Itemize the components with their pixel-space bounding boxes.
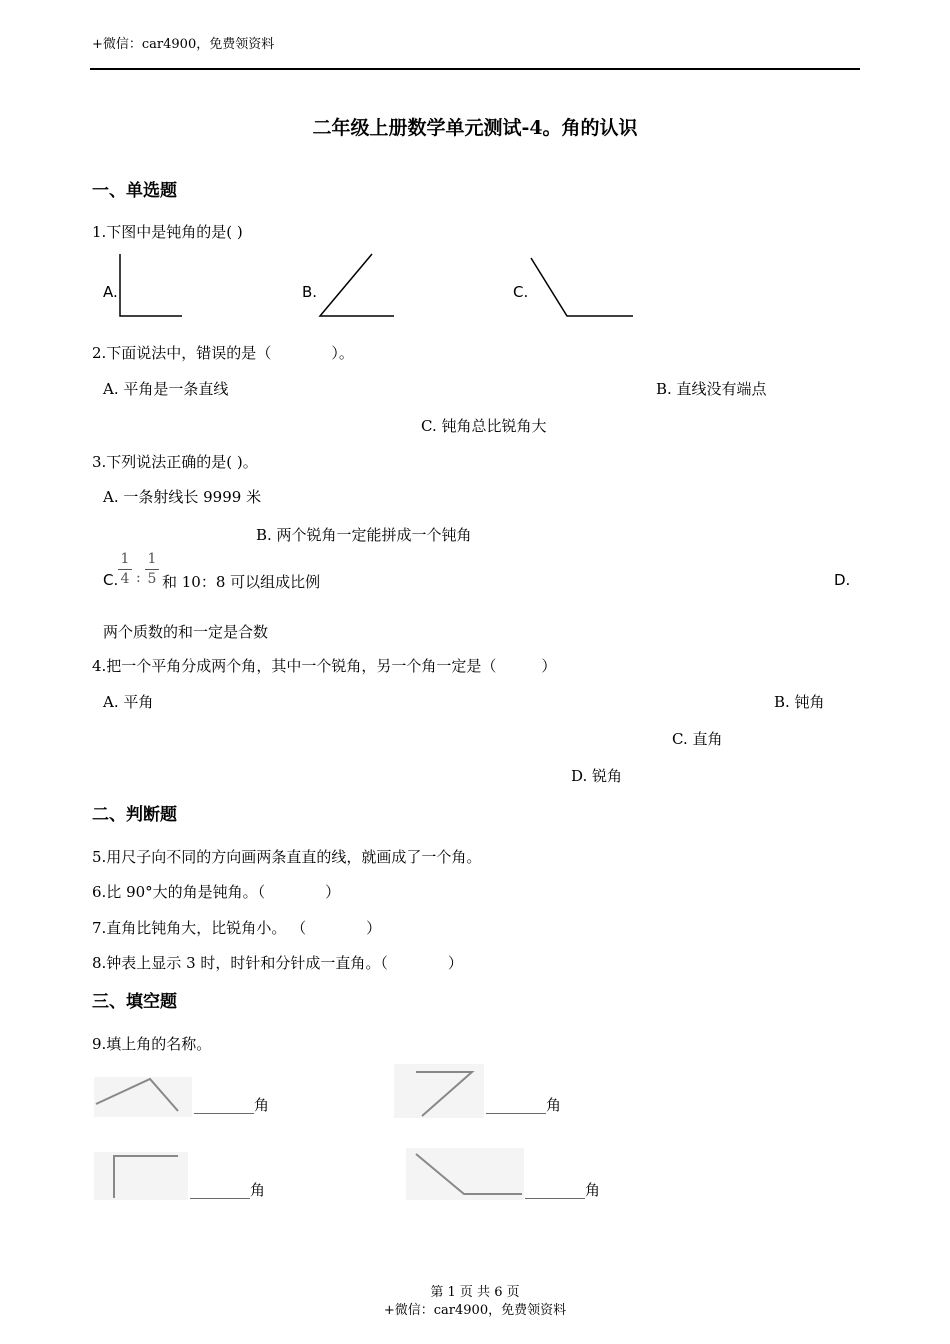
q3-option-a: A. 一条射线长 9999 米 [103,488,262,506]
section-single-choice: 一、单选题 [92,181,177,201]
footer-page-number: 第 1 页 共 6 页 [430,1285,520,1300]
q4-option-b: B. 钝角 [774,693,825,711]
question-6: 6.比 90°大的角是钝角。（ ） [92,883,341,901]
section-fill-blank: 三、填空题 [92,992,177,1012]
q3-fraction-1 [118,551,132,588]
question-4: 4.把一个平角分成两个角，其中一个锐角，另一个角一定是（ ） [92,657,557,675]
fraction-2-bar [145,569,159,570]
q1-option-c-label: C. [513,283,529,301]
q9-figure-2 [394,1064,484,1118]
q2-option-a: A. 平角是一条直线 [103,380,229,398]
question-3: 3.下列说法正确的是( )。 [92,453,258,471]
q9-blank-3: ________角 [190,1181,266,1199]
q3-option-d-text: 两个质数的和一定是合数 [103,623,269,641]
q9-figure-4 [406,1148,524,1200]
q9-figure-3 [94,1152,188,1200]
q9-acute-angle-image [394,1064,484,1118]
q3-option-c-label: C. [103,571,119,589]
header-rule [90,68,860,70]
section-true-false: 二、判断题 [92,805,177,825]
fraction-1-denominator: 4 [120,571,130,587]
question-7: 7.直角比钝角大，比锐角小。 （ ） [92,919,382,937]
fraction-2-numerator: 1 [147,551,157,567]
q3-option-d-label: D. [834,571,851,589]
q2-option-b: B. 直线没有端点 [656,380,767,398]
q3-option-c-text: 和 10：8 可以组成比例 [162,573,321,591]
q9-blank-1: ________角 [194,1096,270,1114]
question-9: 9.填上角的名称。 [92,1035,212,1053]
question-8: 8.钟表上显示 3 时，时针和分针成一直角。（ ） [92,954,463,972]
q4-option-c: C. 直角 [672,730,723,748]
fraction-2-denominator: 5 [147,571,157,587]
q3-fraction-2 [145,551,159,588]
q3-ratio-colon: : [136,570,141,586]
fraction-1-numerator: 1 [120,551,130,567]
q3-option-b: B. 两个锐角一定能拼成一个钝角 [256,526,472,544]
question-1: 1.下图中是钝角的是( ) [92,223,243,241]
q4-option-a: A. 平角 [103,693,154,711]
q1-acute-angle-figure [318,252,398,320]
page-title: 二年级上册数学单元测试-4。角的认识 [312,117,638,139]
q9-right-angle-image [94,1152,188,1200]
q1-obtuse-angle-figure [529,256,635,320]
question-5: 5.用尺子向不同的方向画两条直直的线，就画成了一个角。 [92,848,482,866]
q9-figure-1 [94,1077,192,1117]
q2-option-c: C. 钝角总比锐角大 [421,417,547,435]
q1-option-b-label: B. [302,283,318,301]
q9-obtuse-angle-image-2 [406,1148,524,1200]
footer-watermark: +微信：car4900，免费领资料 [383,1303,567,1318]
header-watermark: +微信：car4900，免费领资料 [92,37,275,52]
q9-blank-4: ________角 [525,1181,601,1199]
fraction-1-bar [118,569,132,570]
q4-option-d: D. 锐角 [571,767,623,785]
question-2: 2.下面说法中，错误的是（ ）。 [92,344,354,362]
q1-option-a-label: A. [103,283,118,301]
q9-blank-2: ________角 [486,1096,562,1114]
q9-obtuse-angle-image [94,1077,192,1117]
q1-right-angle-figure [118,252,188,320]
